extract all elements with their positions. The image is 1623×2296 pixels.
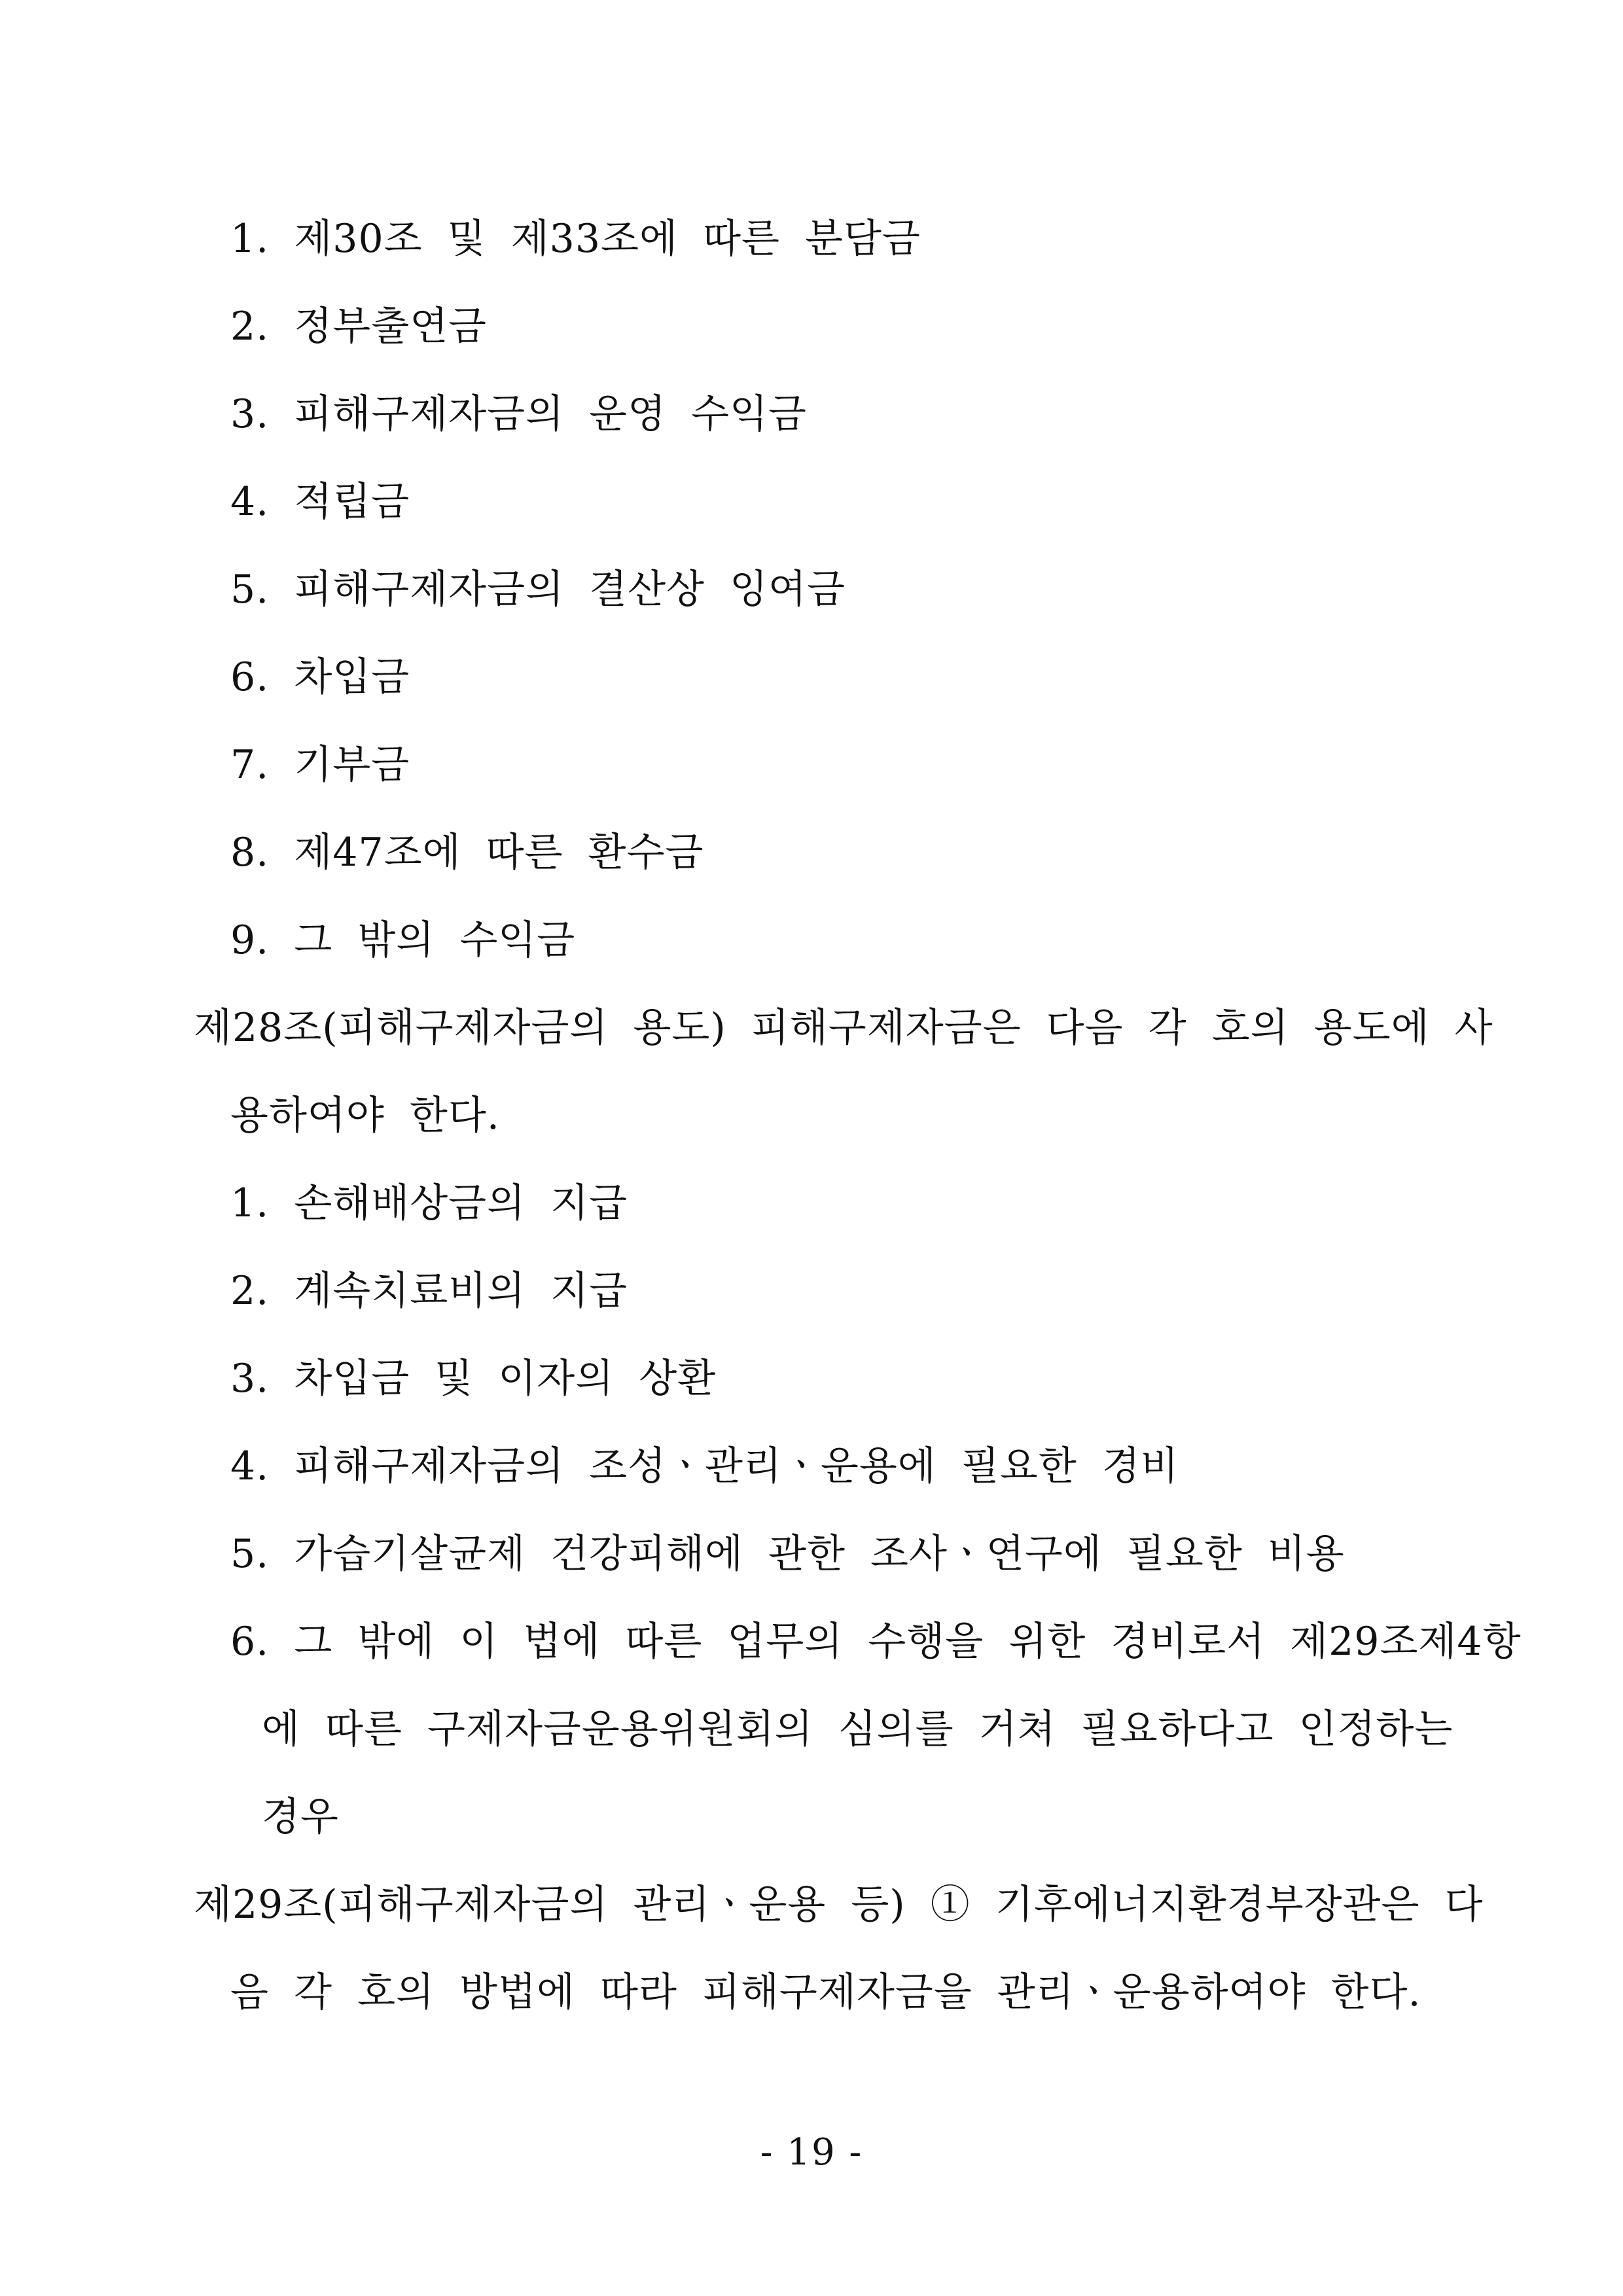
article-29-heading: 제29조(피해구제자금의 관리ㆍ운용 등) ① 기후에너지환경부장관은 다 (194, 1882, 1484, 1928)
page-number: - 19 - (760, 2131, 863, 2174)
list-item-continuation: 에 따른 구제자금운용위원회의 심의를 거쳐 필요하다고 인정하는 (262, 1706, 1454, 1752)
list-item: 1. 손해배상금의 지급 (230, 1180, 628, 1226)
list-item: 5. 가습기살균제 건강피해에 관한 조사ㆍ연구에 필요한 비용 (230, 1531, 1345, 1577)
list-item: 2. 계속치료비의 지급 (230, 1268, 628, 1314)
list-item: 3. 피해구제자금의 운영 수익금 (230, 391, 807, 437)
list-item: 6. 그 밖에 이 법에 따른 업무의 수행을 위한 경비로서 제29조제4항 (230, 1619, 1522, 1665)
list-item: 7. 기부금 (230, 742, 410, 788)
list-item: 8. 제47조에 따른 환수금 (230, 830, 704, 875)
article-29-continuation: 음 각 호의 방법에 따라 피해구제자금을 관리ㆍ운용하여야 한다. (230, 1969, 1421, 2015)
list-item: 2. 정부출연금 (230, 304, 488, 349)
list-item: 4. 적립금 (230, 479, 410, 525)
article-28-continuation: 용하여야 한다. (230, 1093, 500, 1139)
list-item-continuation: 경우 (262, 1794, 339, 1840)
list-item: 9. 그 밖의 수익금 (230, 917, 576, 963)
article-28-heading: 제28조(피해구제자금의 용도) 피해구제자금은 다음 각 호의 용도에 사 (194, 1005, 1493, 1051)
list-item: 6. 차입금 (230, 654, 410, 700)
list-item: 1. 제30조 및 제33조에 따른 분담금 (230, 216, 921, 262)
list-item: 4. 피해구제자금의 조성ㆍ관리ㆍ운용에 필요한 경비 (230, 1443, 1179, 1489)
list-item: 5. 피해구제자금의 결산상 잉여금 (230, 567, 846, 612)
list-item: 3. 차입금 및 이자의 상환 (230, 1356, 717, 1402)
